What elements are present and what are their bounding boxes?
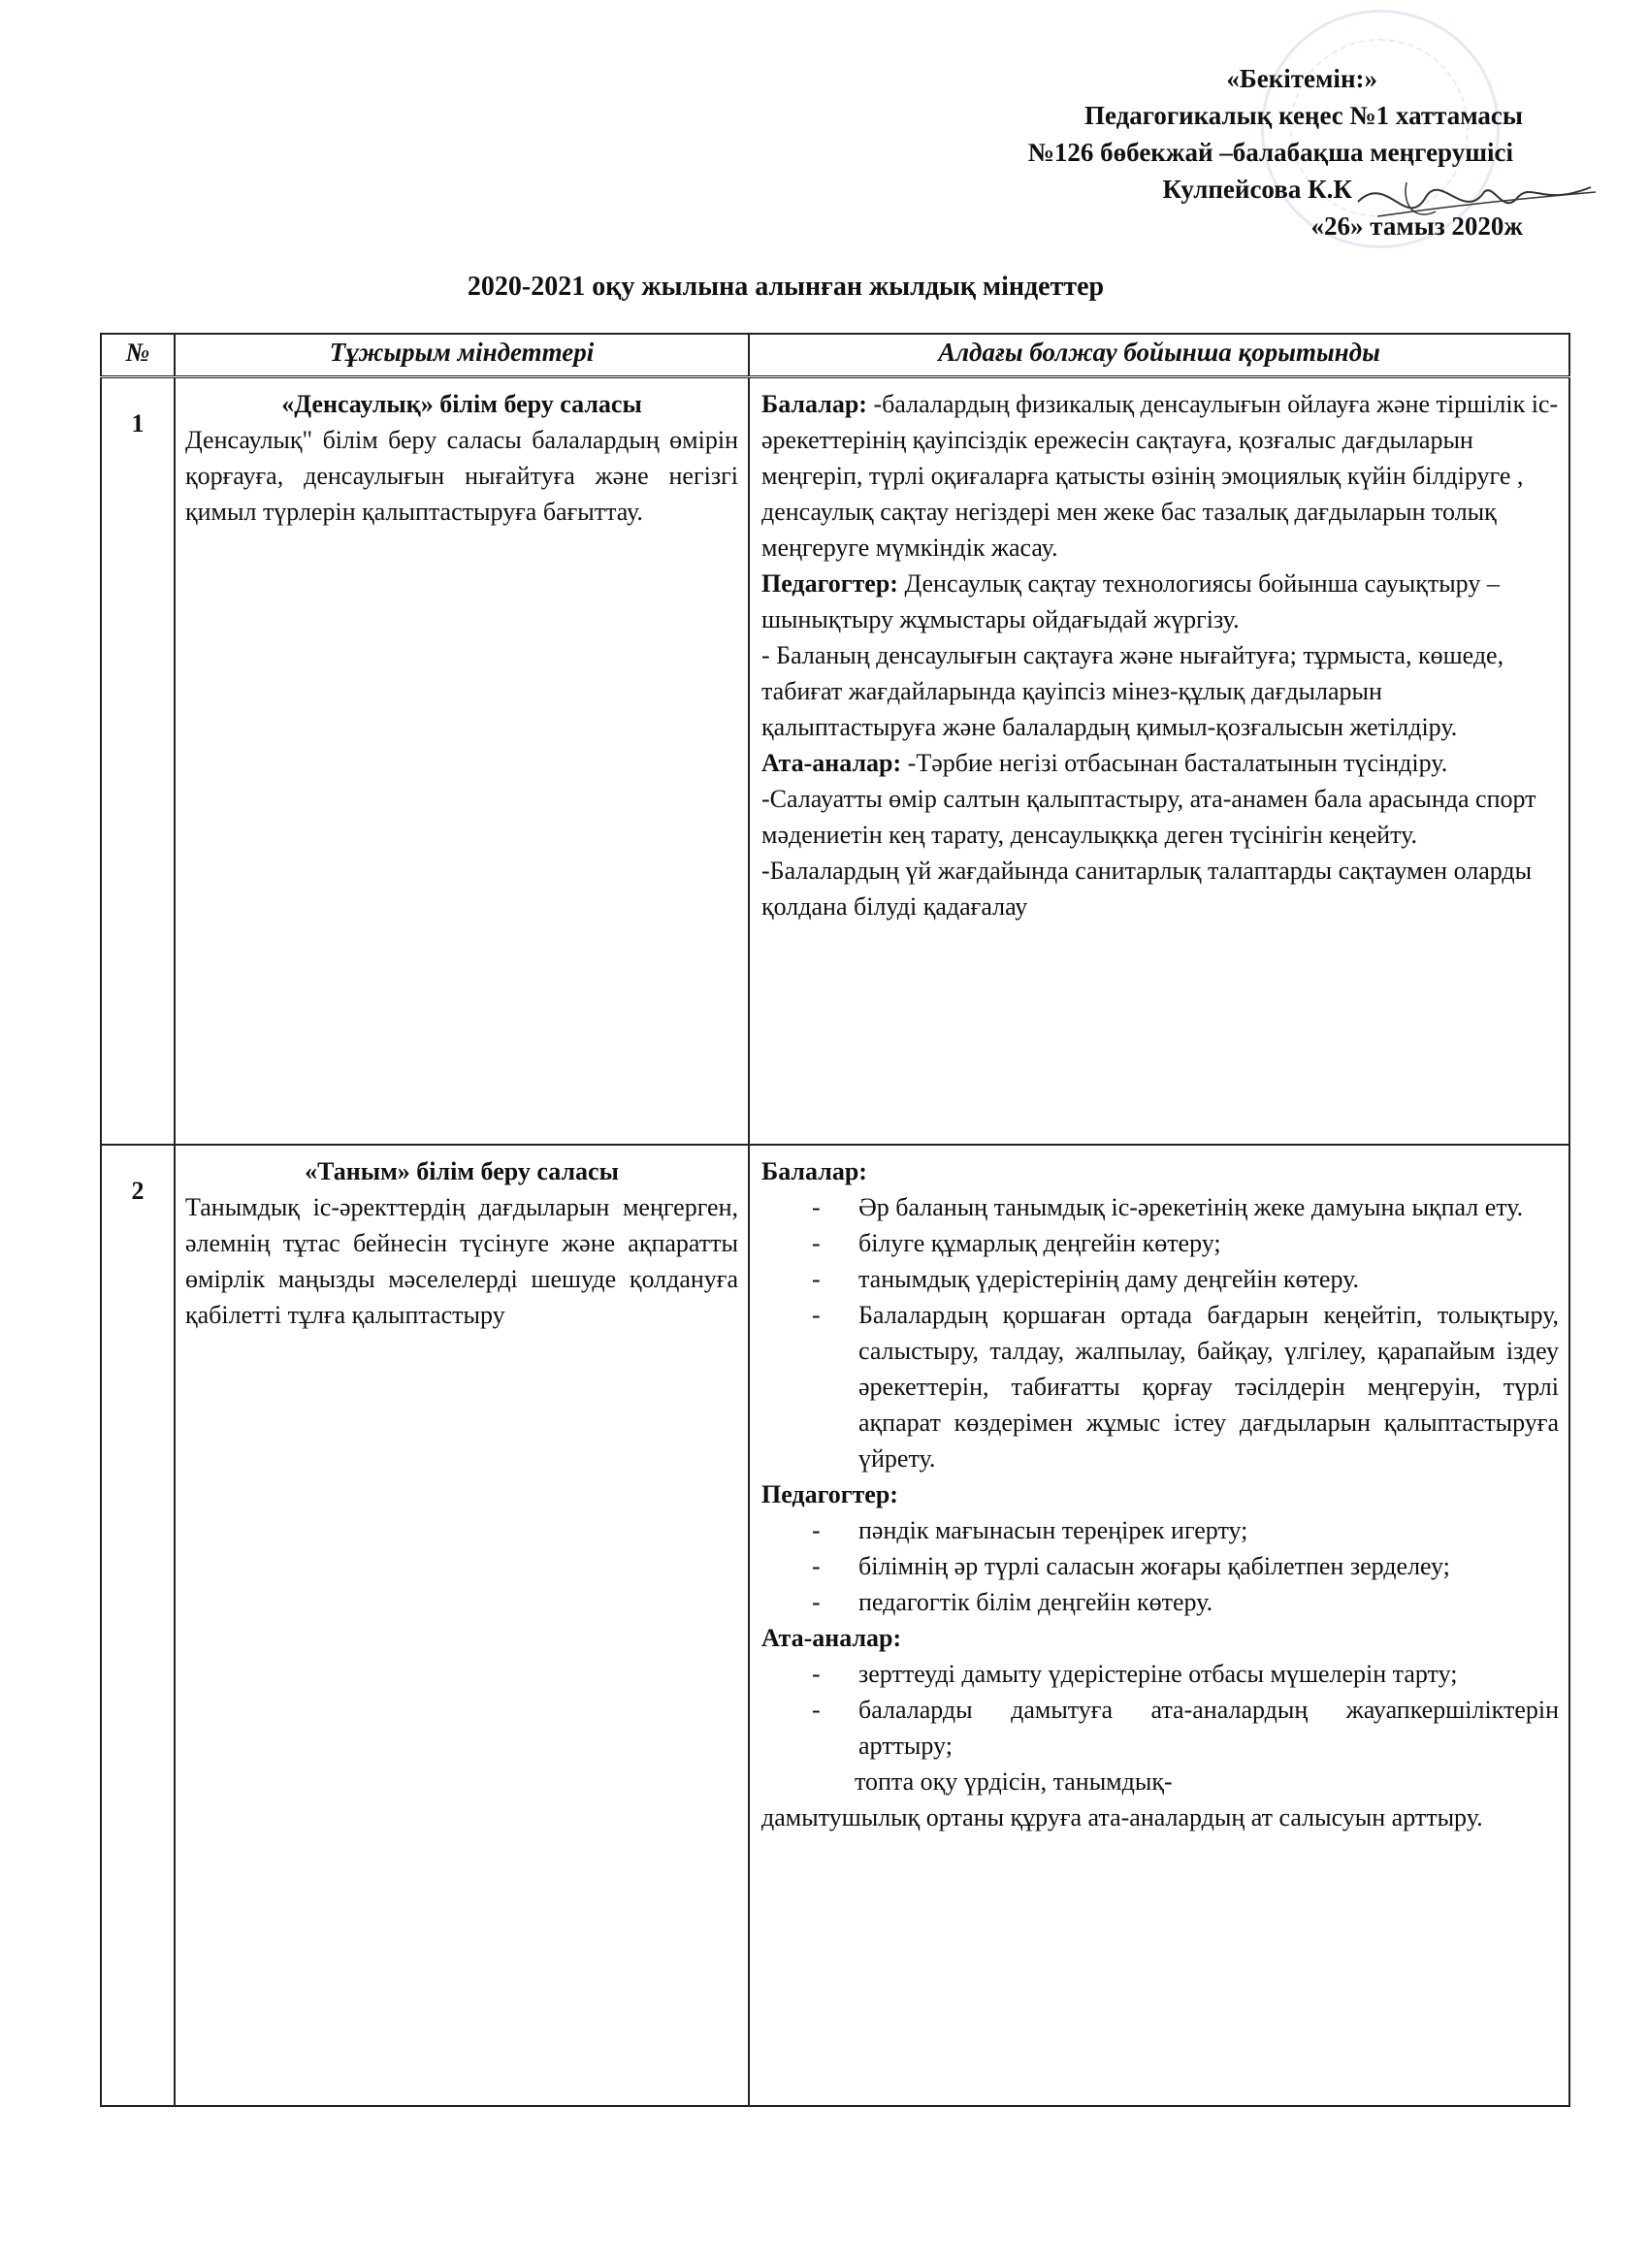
task-title: «Денсаулық» білім беру саласы [281, 390, 642, 418]
result-cell [749, 377, 1569, 1146]
approval-line-approve: «Бекітемін:» [1226, 64, 1377, 93]
signature-image [1348, 163, 1600, 250]
header-tasks: Тұжырым міндеттері [175, 334, 749, 377]
list-item: - Балалардың қоршаған ортада бағдарын кеңейтіп, толықтыру, салыстыру, талдау, жалпылау, байқау, үлгілеу, қарапайым іздеу әрекеттерін, табиғатты қорғау тәсілдерін меңгеруін, түрлі ақпарат көздерімен жұмыс істеу дағдыларын қалыптастыруға үйрету. [812, 1297, 1559, 1476]
list-item: - балаларды дамытуға ата-аналардың жауапкершіліктерін арттыру; [812, 1692, 1559, 1764]
parents-paragraph-2: -Салауатты өмір салтын қалыптастыру, ата-анамен бала арасында спорт мәдениетін кең тарату, денсаулықкқа деген түсінігін кеңейту. [761, 785, 1536, 849]
list-item: - педагогтік білім деңгейін көтеру. [812, 1584, 1559, 1620]
list-item: - зерттеуді дамыту үдерістеріне отбасы мүшелерін тарту; [812, 1656, 1559, 1692]
teachers-paragraph-2: - Баланың денсаулығын сақтауға және нығайтуға; тұрмыста, көшеде, табиғат жағдайларында қауіпсіз мінез-құлық дағдыларын қалыптастыруға және балалардың қимыл-қозғалысын жетілдіру. [761, 641, 1504, 741]
task-text: Танымдық іс-әректтердің дағдыларын меңгерген, әлемнің тұтас бейнесін түсінуге және ақпаратты өмірлік маңызды мәселелерді шешуде қолдануға қабілетті тұлға қалыптастыру [185, 1193, 738, 1329]
parents-list [761, 1656, 1559, 1764]
list-item: - Әр баланың танымдық іс-әрекетінің жеке дамуына ықпал ету. [812, 1189, 1559, 1225]
list-item: - пәндік мағынасын тереңірек игерту; [812, 1512, 1559, 1548]
children-list [761, 1189, 1559, 1476]
row-number: 1 [101, 377, 175, 1146]
document-title: 2020-2021 оқу жылына алынған жылдық міндеттер [467, 272, 1105, 302]
children-label: Балалар: [761, 1157, 867, 1185]
teachers-label: Педагогтер: [761, 1480, 898, 1508]
list-item: - танымдық үдерістерінің даму деңгейін көтеру. [812, 1261, 1559, 1297]
list-item: - білуге құмарлық деңгейін көтеру; [812, 1225, 1559, 1261]
task-cell [175, 1145, 749, 2106]
approval-line-name: Кулпейсова К.К [1162, 175, 1352, 204]
parents-tail-line: топта оқу үрдісін, танымдық- [855, 1767, 1173, 1796]
children-label: Балалар: [761, 390, 867, 418]
parents-tail-text: дамытушылық ортаны құруға ата-аналардың ат салысуын арттыру. [761, 1803, 1483, 1831]
tasks-table [100, 333, 1570, 2107]
task-text: Денсаулық" білім беру саласы балалардың өмірін қорғауға, денсаулығын нығайтуға және негізгі қимыл түрлерін қалыптастыруға бағыттау. [185, 426, 738, 526]
parents-paragraph [761, 745, 1559, 781]
result-cell [749, 1145, 1569, 2106]
parents-text: -Тәрбие негізі отбасынан басталатынын түсіндіру. [901, 749, 1448, 777]
table-row [101, 377, 1569, 1146]
teachers-paragraph [761, 566, 1559, 637]
table-row [101, 1145, 1569, 2106]
task-title: «Таным» білім беру саласы [305, 1157, 619, 1185]
teachers-list [761, 1512, 1559, 1620]
header-results: Алдағы болжау бойынша қорытынды [749, 334, 1569, 377]
parents-paragraph-3: -Балалардың үй жағдайында санитарлық талаптарды сақтаумен оларды қолдана білуді қадағалау [761, 857, 1533, 921]
table-header-row [101, 334, 1569, 377]
approval-line-protocol: Педагогикалық кеңес №1 хаттамасы [1083, 101, 1523, 130]
parents-label: Ата-аналар: [761, 1624, 902, 1652]
teachers-label: Педагогтер: [761, 569, 898, 598]
approval-line-date: «26» тамыз 2020ж [1310, 211, 1523, 241]
task-cell [175, 377, 749, 1146]
parents-label: Ата-аналар: [761, 749, 902, 777]
row-number: 2 [101, 1145, 175, 2106]
teachers-text: Денсаулық сақтау технологиясы бойынша сауықтыру – шынықтыру жұмыстары ойдағыдай жүргізу. [761, 569, 1500, 633]
approval-line-head: №126 бөбекжай –балабақша меңгерушісі [1027, 138, 1513, 167]
list-item: - білімнің әр түрлі саласын жоғары қабілетпен зерделеу; [812, 1548, 1559, 1584]
children-text: -балалардың физикалық денсаулығын ойлауға және тіршілік іс-әрекеттерінің қауіпсіздік ережесін сақтауға, қозғалыс дағдыларын меңгеріп, түрлі оқиғаларға қатысты өзінің эмоциялық күйін білдіруге , денсаулық сақтау негіздері мен жеке бас тазалық дағдыларын толық меңгеруге мүмкіндік жасау. [761, 390, 1559, 562]
children-paragraph [761, 386, 1559, 566]
header-number: № [101, 334, 175, 377]
